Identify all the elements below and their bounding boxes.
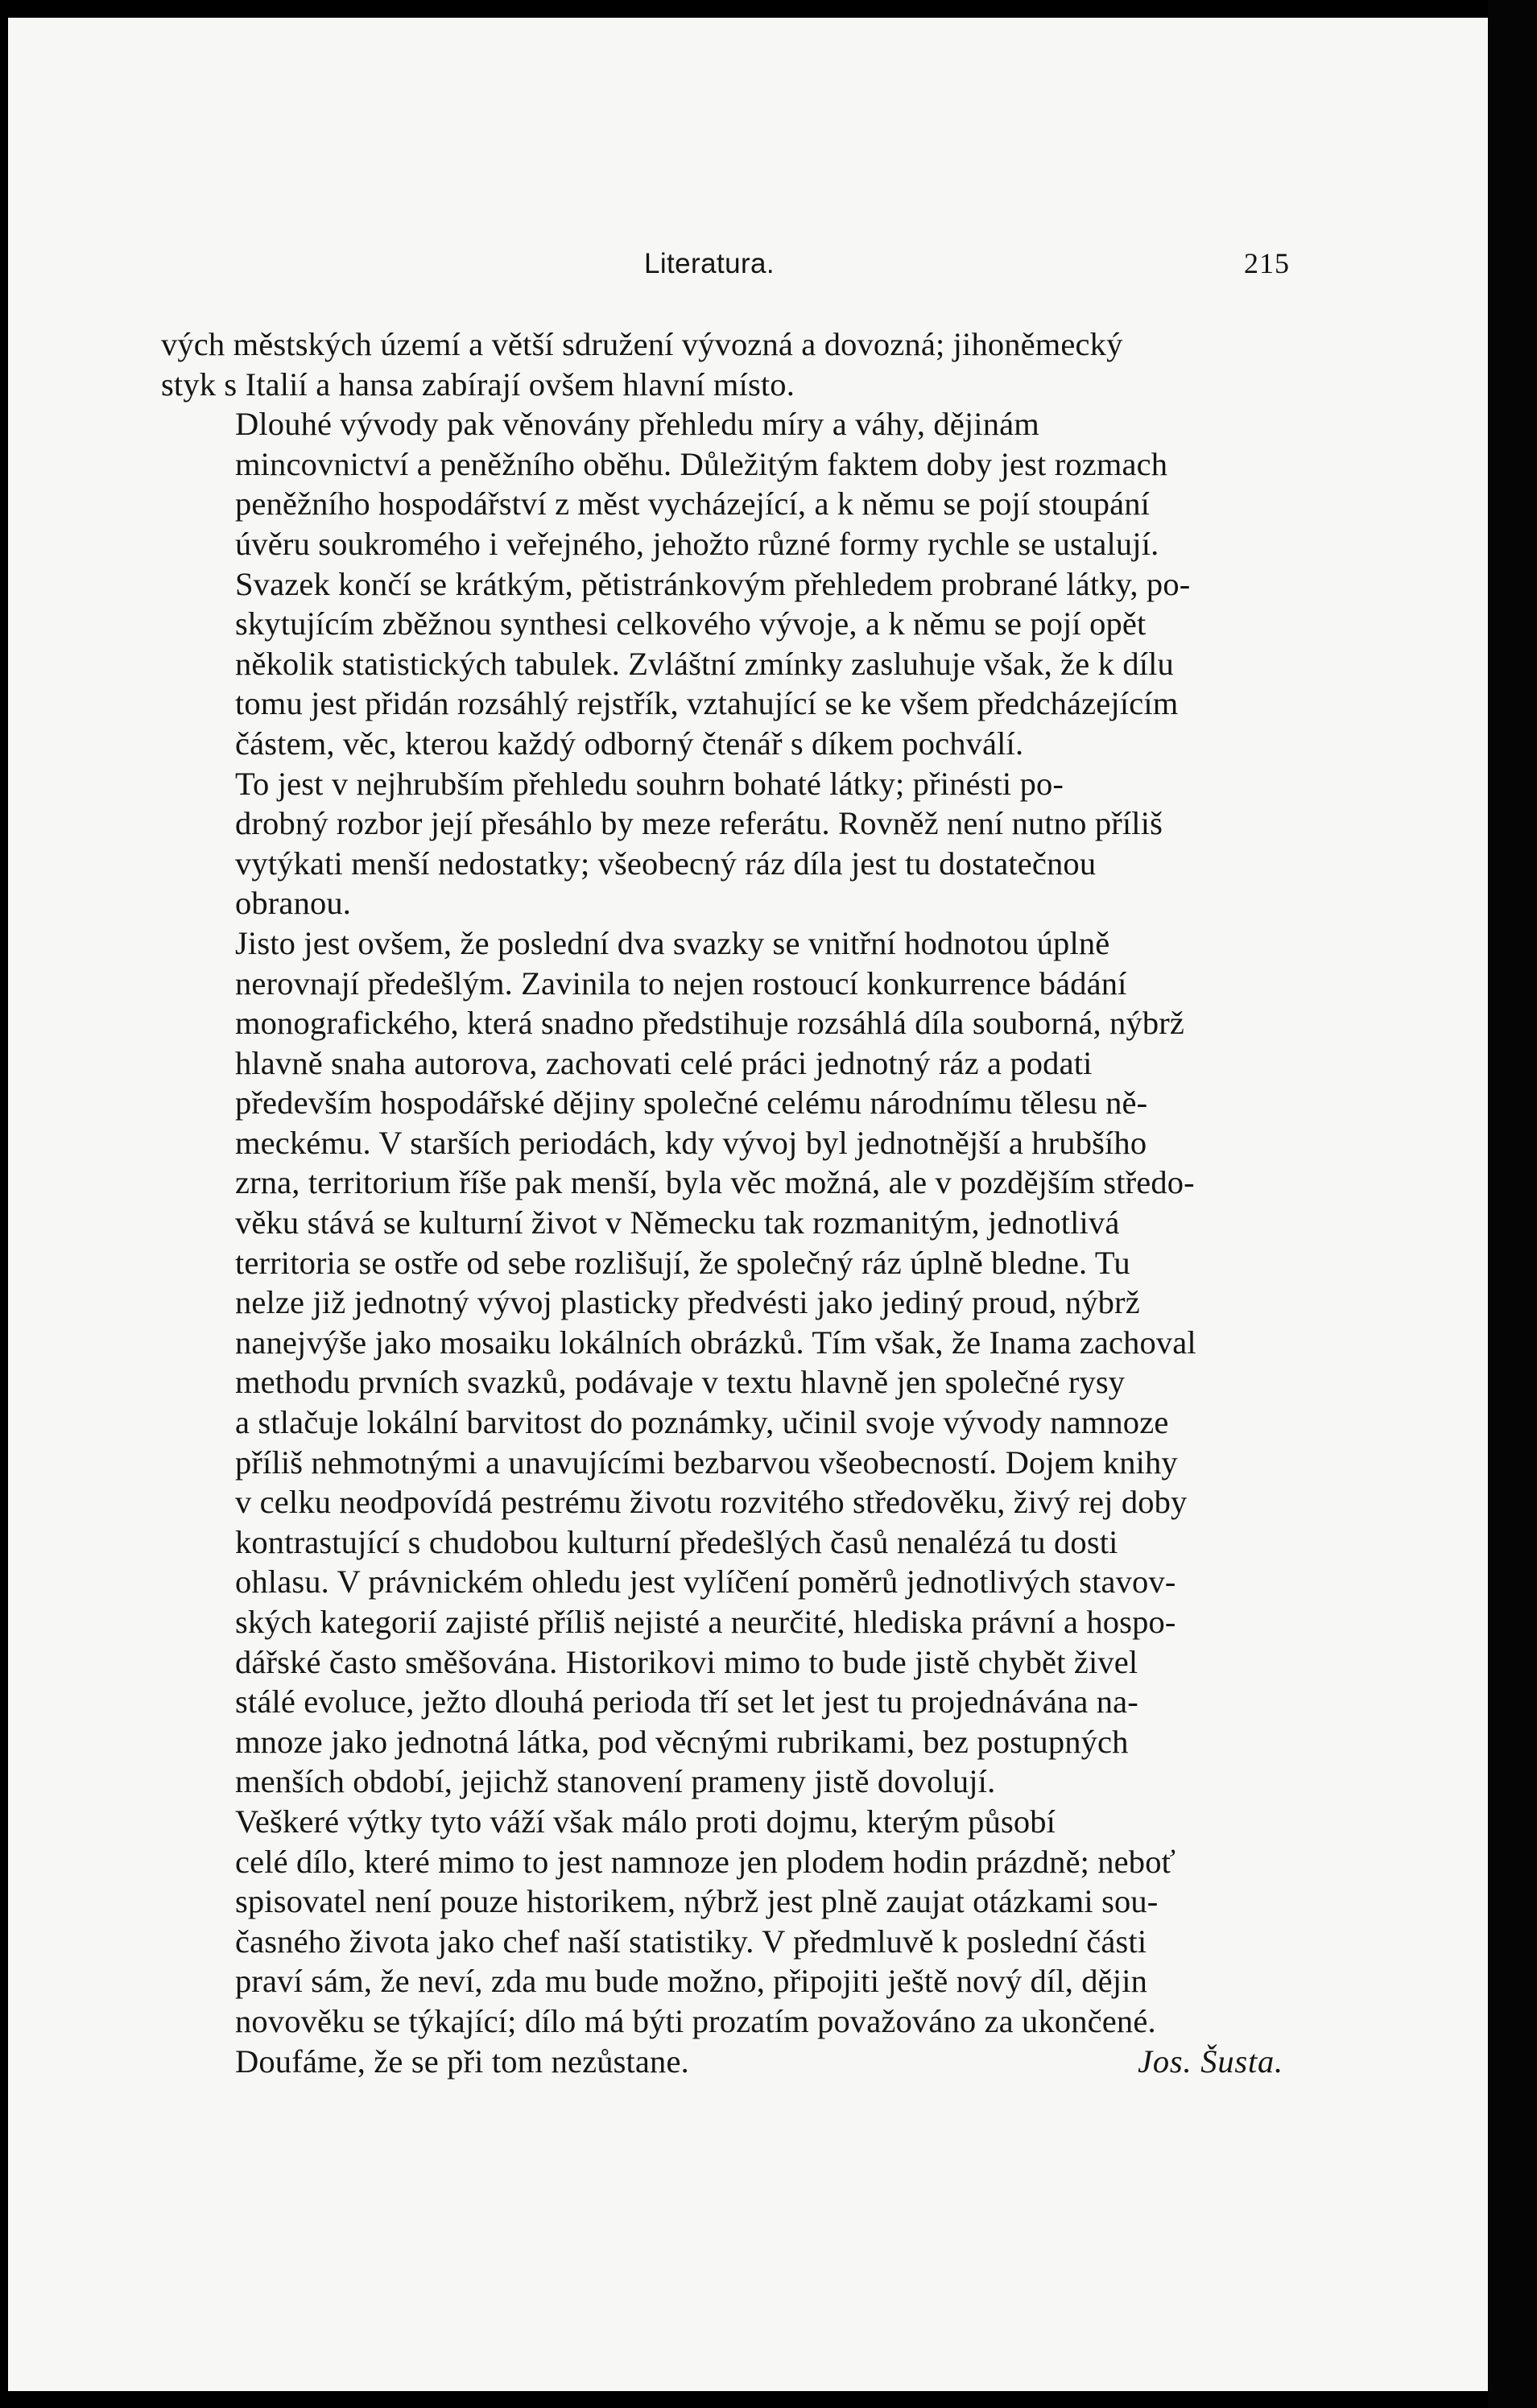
paragraph-1: [161, 324, 1290, 404]
text-line: Jisto jest ovšem, že poslední dva svazky se vnitřní hodnotou úplně: [235, 924, 1110, 961]
text-line: vých městských území a větší sdružení vývozná a dovozná; jihoněmecký: [161, 326, 1123, 362]
header-title: Literatura.: [644, 248, 775, 279]
text-line: nelze již jednotný vývoj plasticky předvésti jako jediný proud, nýbrž: [235, 1284, 1140, 1321]
page-number: 215: [1244, 247, 1290, 279]
text-line: nerovnají předešlým. Zavinila to nejen rostoucí konkurrence bádání: [235, 964, 1127, 1002]
text-line: Dlouhé vývody pak věnovány přehledu míry a váhy, dějinám: [235, 406, 1039, 443]
paragraph-4: [161, 923, 1290, 1802]
text-line: především hospodářské dějiny společné celému národnímu tělesu ně-: [235, 1084, 1148, 1121]
text-line: ských kategorií zajisté příliš nejisté a neurčité, hlediska právní a hospo-: [235, 1604, 1176, 1640]
paragraph-2: [161, 404, 1290, 763]
text-line: celé dílo, které mimo to jest namnoze jen plodem hodin prázdně; neboť: [235, 1843, 1176, 1880]
text-line: Svazek končí se krátkým, pětistránkovým přehledem probrané látky, po-: [235, 565, 1191, 602]
text-line: Veškeré výtky tyto váží však málo proti dojmu, kterým působí: [235, 1803, 1056, 1840]
text-line: meckému. V starších periodách, kdy vývoj byl jednotnější a hrubšího: [235, 1124, 1147, 1161]
text-line: vytýkati menší nedostatky; všeobecný ráz díla jest tu dostatečnou: [235, 845, 1097, 882]
final-line: [161, 2042, 1290, 2082]
text-line: úvěru soukromého i veřejného, jehožto různé formy rychle se ustalují.: [235, 525, 1159, 562]
text-line: kontrastující s chudobou kulturní předešlých časů nenalézá tu dosti: [235, 1523, 1118, 1560]
text-line: nanejvýše jako mosaiku lokálních obrázků. Tím však, že Inama zachoval: [235, 1324, 1196, 1361]
text-line: mnoze jako jednotná látka, pod věcnými rubrikami, bez postupných: [235, 1723, 1129, 1760]
text-line: věku stává se kulturní život v Německu tak rozmanitým, jednotlivá: [235, 1204, 1120, 1241]
text-line: v celku neodpovídá pestrému životu rozvitého středověku, živý rej doby: [235, 1484, 1188, 1521]
text-line: mincovnictví a peněžního oběhu. Důležitým faktem doby jest rozmach: [235, 445, 1168, 482]
text-line: několik statistických tabulek. Zvláštní zmínky zasluhuje však, že k dílu: [235, 645, 1174, 682]
text-line: praví sám, že neví, zda mu bude možno, připojiti ještě nový díl, dějin: [235, 1963, 1147, 2000]
text-line: částem, věc, kterou každý odborný čtenář s díkem pochválí.: [235, 725, 1024, 762]
text-line: menších období, jejichž stanovení prameny jistě dovolují.: [235, 1763, 996, 1800]
text-line: dářské často směšována. Historikovi mimo to bude jistě chybět živel: [235, 1643, 1138, 1680]
text-line: To jest v nejhrubším přehledu souhrn bohaté látky; přinésti po-: [235, 765, 1064, 802]
text-line: monografického, která snadno předstihuje rozsáhlá díla souborná, nýbrž: [235, 1005, 1185, 1042]
text-line: skytujícím zběžnou synthesi celkového vývoje, a k němu se pojí opět: [235, 605, 1147, 642]
scan-right-edge: [1488, 0, 1537, 2408]
text-line: styk s Italií a hansa zabírají ovšem hlavní místo.: [161, 366, 795, 403]
text-line: zrna, territorium říše pak menší, byla věc možná, ale v pozdějším středo-: [235, 1164, 1195, 1201]
closing-sentence: Doufáme, že se při tom nezůstane.: [235, 2042, 689, 2080]
text-line: hlavně snaha autorova, zachovati celé práci jednotný ráz a podati: [235, 1044, 1093, 1081]
text-line: spisovatel není pouze historikem, nýbrž jest plně zaujat otázkami sou-: [235, 1883, 1159, 1920]
text-line: novověku se týkající; dílo má býti prozatím považováno za ukončené.: [235, 2002, 1156, 2039]
paragraph-5: [161, 1802, 1290, 2081]
book-page: [8, 18, 1488, 2391]
text-line: obranou.: [235, 885, 352, 922]
text-line: a stlačuje lokální barvitost do poznámky, učinil svoje vývody namnoze: [235, 1404, 1169, 1441]
running-header: [161, 244, 1290, 324]
paragraph-3: [161, 764, 1290, 923]
text-line: příliš nehmotnými a unavujícími bezbarvou všeobecností. Dojem knihy: [235, 1444, 1178, 1481]
text-line: ohlasu. V právnickém ohledu jest vylíčení poměrů jednotlivých stavov-: [235, 1563, 1176, 1601]
page-text: [161, 246, 1290, 2081]
text-line: peněžního hospodářství z měst vycházející, a k němu se pojí stoupání: [235, 485, 1151, 522]
author-signature: Jos. Šusta.: [1138, 2042, 1283, 2080]
text-line: časného života jako chef naší statistiky. V předmluvě k poslední části: [235, 1923, 1147, 1960]
text-line: tomu jest přidán rozsáhlý rejstřík, vztahující se ke všem předcházejícím: [235, 685, 1179, 722]
text-line: methodu prvních svazků, podávaje v textu hlavně jen společné rysy: [235, 1364, 1126, 1401]
text-line: stálé evoluce, ježto dlouhá perioda tří set let jest tu projednávána na-: [235, 1683, 1138, 1720]
text-line: drobný rozbor její přesáhlo by meze referátu. Rovněž není nutno příliš: [235, 805, 1163, 842]
text-line: territoria se ostře od sebe rozlišují, že společný ráz úplně bledne. Tu: [235, 1244, 1130, 1281]
